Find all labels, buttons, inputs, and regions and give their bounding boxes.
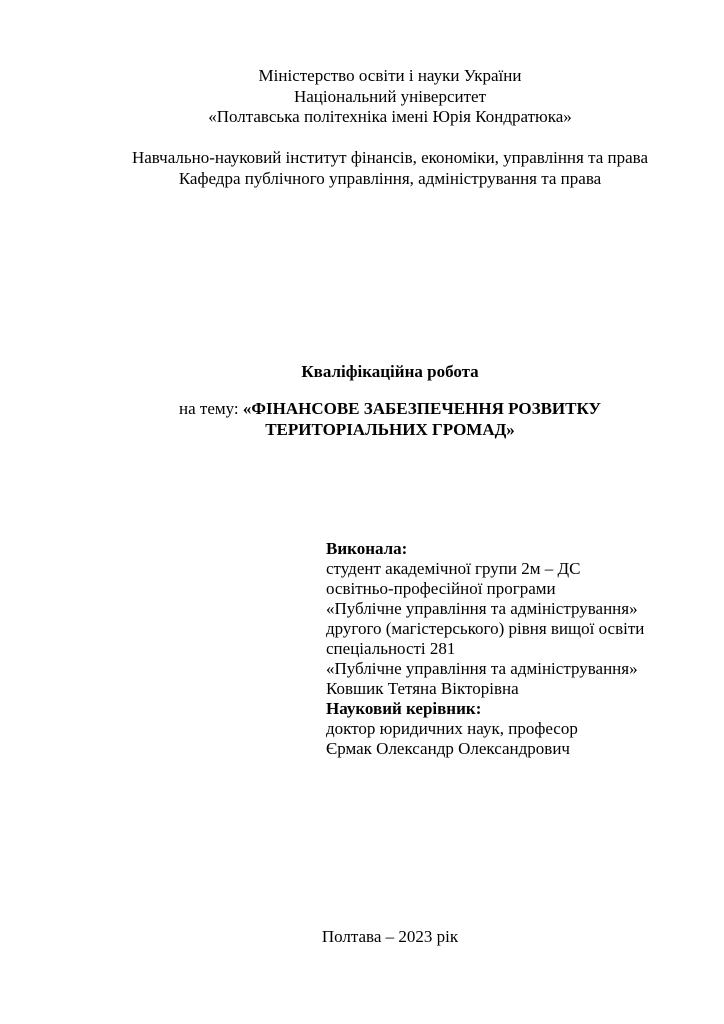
supervisor-name-line: Єрмак Олександр Олександрович — [326, 739, 570, 758]
institute-block — [104, 148, 676, 189]
theme-prefix: на тему: — [179, 399, 243, 418]
author-detail-line: другого (магістерського) рівня вищої освіти — [326, 619, 645, 638]
author-detail-line: «Публічне управління та адміністрування» — [326, 659, 638, 678]
header-block — [104, 66, 676, 128]
university-name-line: «Полтавська політехніка імені Юрія Кондратюка» — [208, 107, 572, 126]
author-detail-line: спеціальності 281 — [326, 639, 456, 658]
author-detail-line: студент академічної групи 2м – ДС — [326, 559, 581, 578]
theme-title: «ФІНАНСОВЕ ЗАБЕЗПЕЧЕННЯ РОЗВИТКУ ТЕРИТОРІАЛЬНИХ ГРОМАД» — [242, 399, 601, 439]
university-line: Національний університет — [293, 86, 487, 106]
supervisor-label: Науковий керівник: — [326, 699, 482, 718]
work-type-text: Кваліфікаційна робота — [301, 362, 479, 381]
performed-by-label: Виконала: — [326, 539, 408, 558]
institute-line: Навчально-науковий інститут фінансів, економіки, управління та права — [131, 148, 649, 167]
author-block — [326, 539, 696, 759]
author-detail-line: освітньо-професійної програми — [326, 579, 556, 598]
department-line: Кафедра публічного управління, адміністрування та права — [178, 168, 602, 188]
ministry-line: Міністерство освіти і науки України — [258, 66, 522, 85]
work-type-title — [104, 362, 676, 383]
theme-block — [140, 398, 640, 440]
author-detail-line: «Публічне управління та адміністрування» — [326, 599, 638, 618]
footer-text: Полтава – 2023 рік — [321, 927, 459, 946]
supervisor-degree-line: доктор юридичних наук, професор — [326, 719, 578, 738]
footer-city-year — [104, 927, 676, 948]
author-name-line: Ковшик Тетяна Вікторівна — [326, 679, 519, 698]
